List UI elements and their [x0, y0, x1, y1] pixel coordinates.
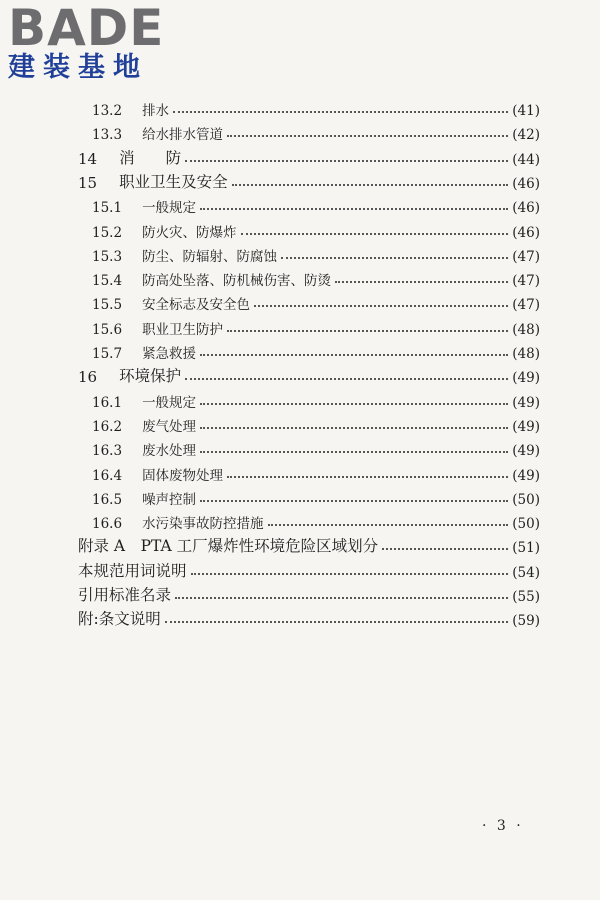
toc-entry-title: 本规范用词说明 — [78, 561, 187, 580]
toc-entry-page: (49) — [512, 394, 540, 411]
toc-entry-number: 15.7 — [92, 346, 123, 362]
toc-entry-title: 安全标志及安全色 — [142, 297, 251, 314]
toc-entry-page: (51) — [512, 540, 540, 557]
toc-entry-page: (48) — [512, 321, 540, 338]
dot-leader — [200, 403, 508, 405]
dot-leader — [227, 476, 508, 478]
dot-leader — [254, 305, 508, 307]
toc-entry-page: (46) — [512, 224, 540, 241]
toc-entry-number: 16.1 — [92, 394, 123, 411]
toc-entry-number: 16.2 — [92, 418, 123, 435]
dot-leader — [185, 160, 508, 162]
bade-logo — [8, 0, 183, 84]
toc-entry-page: (46) — [512, 200, 540, 217]
dot-leader — [232, 184, 509, 186]
toc-entry — [92, 265, 540, 289]
toc-entry-title: 防火灾、防爆炸 — [142, 224, 237, 241]
toc-entry-page: (48) — [512, 346, 540, 362]
toc-entry-page: (59) — [512, 613, 540, 630]
toc-entry-title: 防尘、防辐射、防腐蚀 — [142, 248, 278, 265]
logo-subtitle: 建装基地 — [8, 52, 148, 83]
toc-entry — [78, 532, 540, 556]
toc-entry-page: (50) — [512, 516, 540, 533]
toc-entry-number: 16.3 — [92, 443, 123, 460]
toc-entry-number: 15.2 — [92, 224, 123, 241]
toc-entry — [92, 435, 540, 459]
toc-entry-page: (46) — [512, 175, 540, 192]
toc-entry-page: (49) — [512, 418, 540, 435]
dot-leader — [227, 330, 508, 332]
toc-entry-title: 一般规定 — [142, 394, 197, 411]
toc-entry-number: 13.2 — [92, 103, 123, 119]
toc-entry-number: 15.1 — [92, 200, 123, 217]
toc-entry-title: 消 防 — [119, 148, 182, 167]
toc-entry-number: 16 — [78, 368, 98, 387]
toc-entry-number: 15.5 — [92, 297, 123, 314]
toc-entry-title: 给水排水管道 — [142, 127, 224, 144]
dot-leader — [200, 354, 508, 356]
toc-entry-title: 一般规定 — [142, 200, 197, 217]
toc-entry-page: (49) — [512, 443, 540, 460]
dot-leader — [185, 378, 508, 380]
toc-entry-number: 16.4 — [92, 467, 123, 484]
toc-entry-title: 废气处理 — [142, 418, 197, 435]
dot-leader — [200, 451, 508, 453]
toc-entry-number: 13.3 — [92, 127, 123, 144]
toc-entry — [92, 241, 540, 265]
logo-wordmark: BADE — [8, 0, 165, 57]
toc-entry-title: 噪声控制 — [142, 491, 197, 508]
toc-entry — [92, 119, 540, 143]
toc-entry-number: 16.5 — [92, 491, 123, 508]
toc-entry-title: 废水处理 — [142, 443, 197, 460]
toc-entry — [92, 411, 540, 435]
dot-leader — [200, 500, 508, 502]
toc-entry-page: (47) — [512, 273, 540, 290]
dot-leader — [175, 597, 508, 599]
toc-entry-title: 排水 — [142, 103, 170, 119]
toc-entry-page: (49) — [512, 370, 540, 387]
toc-entry — [92, 95, 540, 119]
toc-entry-title: 职业卫生防护 — [142, 321, 224, 338]
toc-entry-page: (42) — [512, 127, 540, 144]
toc-entry — [92, 314, 540, 338]
toc-entry-title: 固体废物处理 — [142, 467, 224, 484]
toc-entry — [92, 460, 540, 484]
page-number: · 3 · — [482, 818, 524, 834]
dot-leader — [165, 621, 509, 623]
toc-entry — [92, 508, 540, 532]
toc-entry-page: (47) — [512, 297, 540, 314]
toc-entry — [78, 557, 540, 581]
toc-entry-number: 14 — [78, 149, 98, 168]
toc-entry — [92, 217, 540, 241]
toc-entry-title: 水污染事故防控措施 — [142, 516, 264, 533]
toc-entry-title: 附:条文说明 — [78, 610, 161, 629]
dot-leader — [200, 427, 508, 429]
toc-entry — [92, 338, 540, 362]
toc-entry — [78, 362, 540, 386]
toc-entry-page: (47) — [512, 248, 540, 265]
toc-entry — [78, 144, 540, 168]
toc-entry-number: 16.6 — [92, 516, 123, 533]
dot-leader — [173, 111, 508, 113]
toc-entry — [92, 387, 540, 411]
toc-entry-title: 职业卫生及安全 — [119, 172, 228, 191]
toc-entry — [78, 168, 540, 192]
toc-entry — [92, 289, 540, 313]
toc-entry-title: 附录 A PTA 工厂爆炸性环境危险区域划分 — [78, 537, 379, 556]
dot-leader — [227, 135, 508, 137]
toc-entry-number: 15.4 — [92, 273, 123, 290]
toc-entry-page: (50) — [512, 491, 540, 508]
toc-entry-page: (54) — [512, 564, 540, 581]
dot-leader — [268, 524, 509, 526]
toc-entry-page: (44) — [512, 151, 540, 168]
toc-entry-title: 防高处坠落、防机械伤害、防烫 — [142, 273, 332, 290]
dot-leader — [191, 573, 509, 575]
toc-entry-page: (41) — [512, 103, 540, 119]
toc-entry — [92, 484, 540, 508]
toc-entry-number: 15.6 — [92, 321, 123, 338]
toc-entry-number: 15.3 — [92, 248, 123, 265]
toc-entry-page: (49) — [512, 467, 540, 484]
dot-leader — [335, 281, 508, 283]
dot-leader — [382, 548, 508, 550]
toc-entry — [92, 192, 540, 216]
toc-entry-number: 15 — [78, 173, 98, 192]
toc-entry-title: 环境保护 — [119, 367, 182, 386]
toc-entry — [78, 581, 540, 605]
toc-entry — [78, 605, 540, 629]
dot-leader — [241, 233, 509, 235]
dot-leader — [200, 208, 508, 210]
toc-entry-page: (55) — [512, 589, 540, 605]
toc-entry-title: 引用标准名录 — [78, 586, 172, 604]
toc-entry-title: 紧急救援 — [142, 346, 197, 362]
dot-leader — [281, 257, 508, 259]
